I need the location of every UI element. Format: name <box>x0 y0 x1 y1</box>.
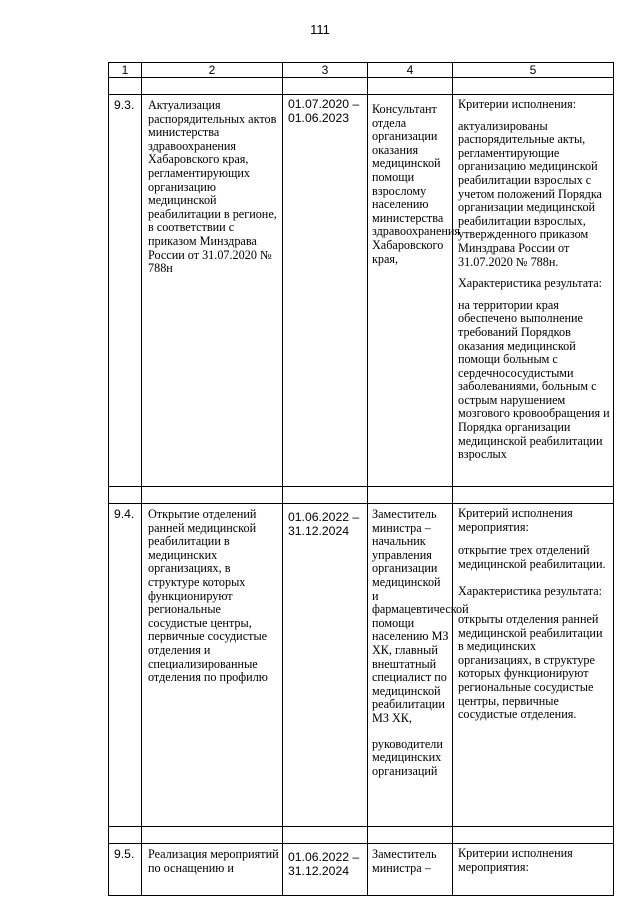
criteria-cell <box>453 95 614 487</box>
table-row <box>109 844 614 896</box>
row-number: 9.5. <box>109 844 142 896</box>
criteria-heading: Критерии исполнения: <box>458 97 577 111</box>
table-row <box>109 504 614 827</box>
column-header: 2 <box>142 63 283 78</box>
result-text: открыты отделения ранней медицинской реабилитации в медицинских организациях, в структуре которых функционируют региональные сосудистые центры, первичные сосудистые отделения. <box>458 611 603 722</box>
responsible-cell <box>368 504 469 827</box>
measure-cell: Актуализация распорядительных актов министерства здравоохранения Хабаровского края, регламентирующих организацию медицинской реабилитации в регионе, в соответствии с приказом Минздрава России от 31.07.2020 № 788н <box>142 95 283 487</box>
responsible-cell: Консультант отдела организации оказания медицинской помощи взрослому населению министерства здравоохранения Хабаровского края, <box>368 95 453 487</box>
criteria-text: актуализированы распорядительные акты, регламентирующие организацию медицинской реабилитации взрослых с учетом положений Порядка организации медицинской реабилитации взрослых, утвержденного приказом Минздрава России от 31.07.2020 № 788н. <box>458 118 602 269</box>
result-text: на территории края обеспечено выполнение требований Порядков оказания медицинской помощи больным с сердечнососудистыми заболеваниями, больным с острым нарушением мозгового кровообращения и Порядка организации медицинской реабилитации взрослых <box>458 297 610 462</box>
row-number: 9.4. <box>109 504 142 827</box>
measure-cell: Реализация мероприятий по оснащению и <box>142 844 283 896</box>
table-header-row <box>109 63 614 78</box>
table-spacer-row <box>109 78 614 95</box>
criteria-text: открытие трех отделений медицинской реабилитации. <box>458 543 606 571</box>
page-number: 111 <box>310 22 330 37</box>
measures-table <box>108 62 614 896</box>
period-cell: 01.06.2022 – 31.12.2024 <box>283 504 368 827</box>
result-heading: Характеристика результата: <box>458 584 603 599</box>
column-header: 4 <box>368 63 453 78</box>
responsible-cell: Заместитель министра – <box>368 844 453 896</box>
table-spacer-row <box>109 827 614 844</box>
row-number: 9.3. <box>109 95 142 487</box>
measure-cell: Открытие отделений ранней медицинской реабилитации в медицинских организациях, в структуре которых функционируют региональные сосудистые центры, первичные сосудистые отделения и специализированные отделения по профилю <box>142 504 283 827</box>
criteria-cell <box>453 844 614 896</box>
column-header: 3 <box>283 63 368 78</box>
responsible-text: руководители медицинских организаций <box>372 736 443 778</box>
table-row <box>109 95 614 487</box>
period-cell: 01.06.2022 – 31.12.2024 <box>283 844 368 896</box>
table-spacer-row <box>109 487 614 504</box>
column-header: 1 <box>109 63 142 78</box>
column-header: 5 <box>453 63 614 78</box>
responsible-text: Заместитель министра – начальник управления организации медицинской и фармацевтической помощи населению МЗ ХК, главный внештатный специалист по медицинской реабилитации МЗ ХК, <box>372 507 469 725</box>
result-heading: Характеристика результата: <box>458 276 603 291</box>
criteria-heading: Критерий исполнения мероприятия: <box>458 506 573 534</box>
period-cell: 01.07.2020 – 01.06.2023 <box>283 95 368 487</box>
criteria-heading: Критерии исполнения мероприятия: <box>458 846 573 874</box>
criteria-cell <box>453 504 614 827</box>
